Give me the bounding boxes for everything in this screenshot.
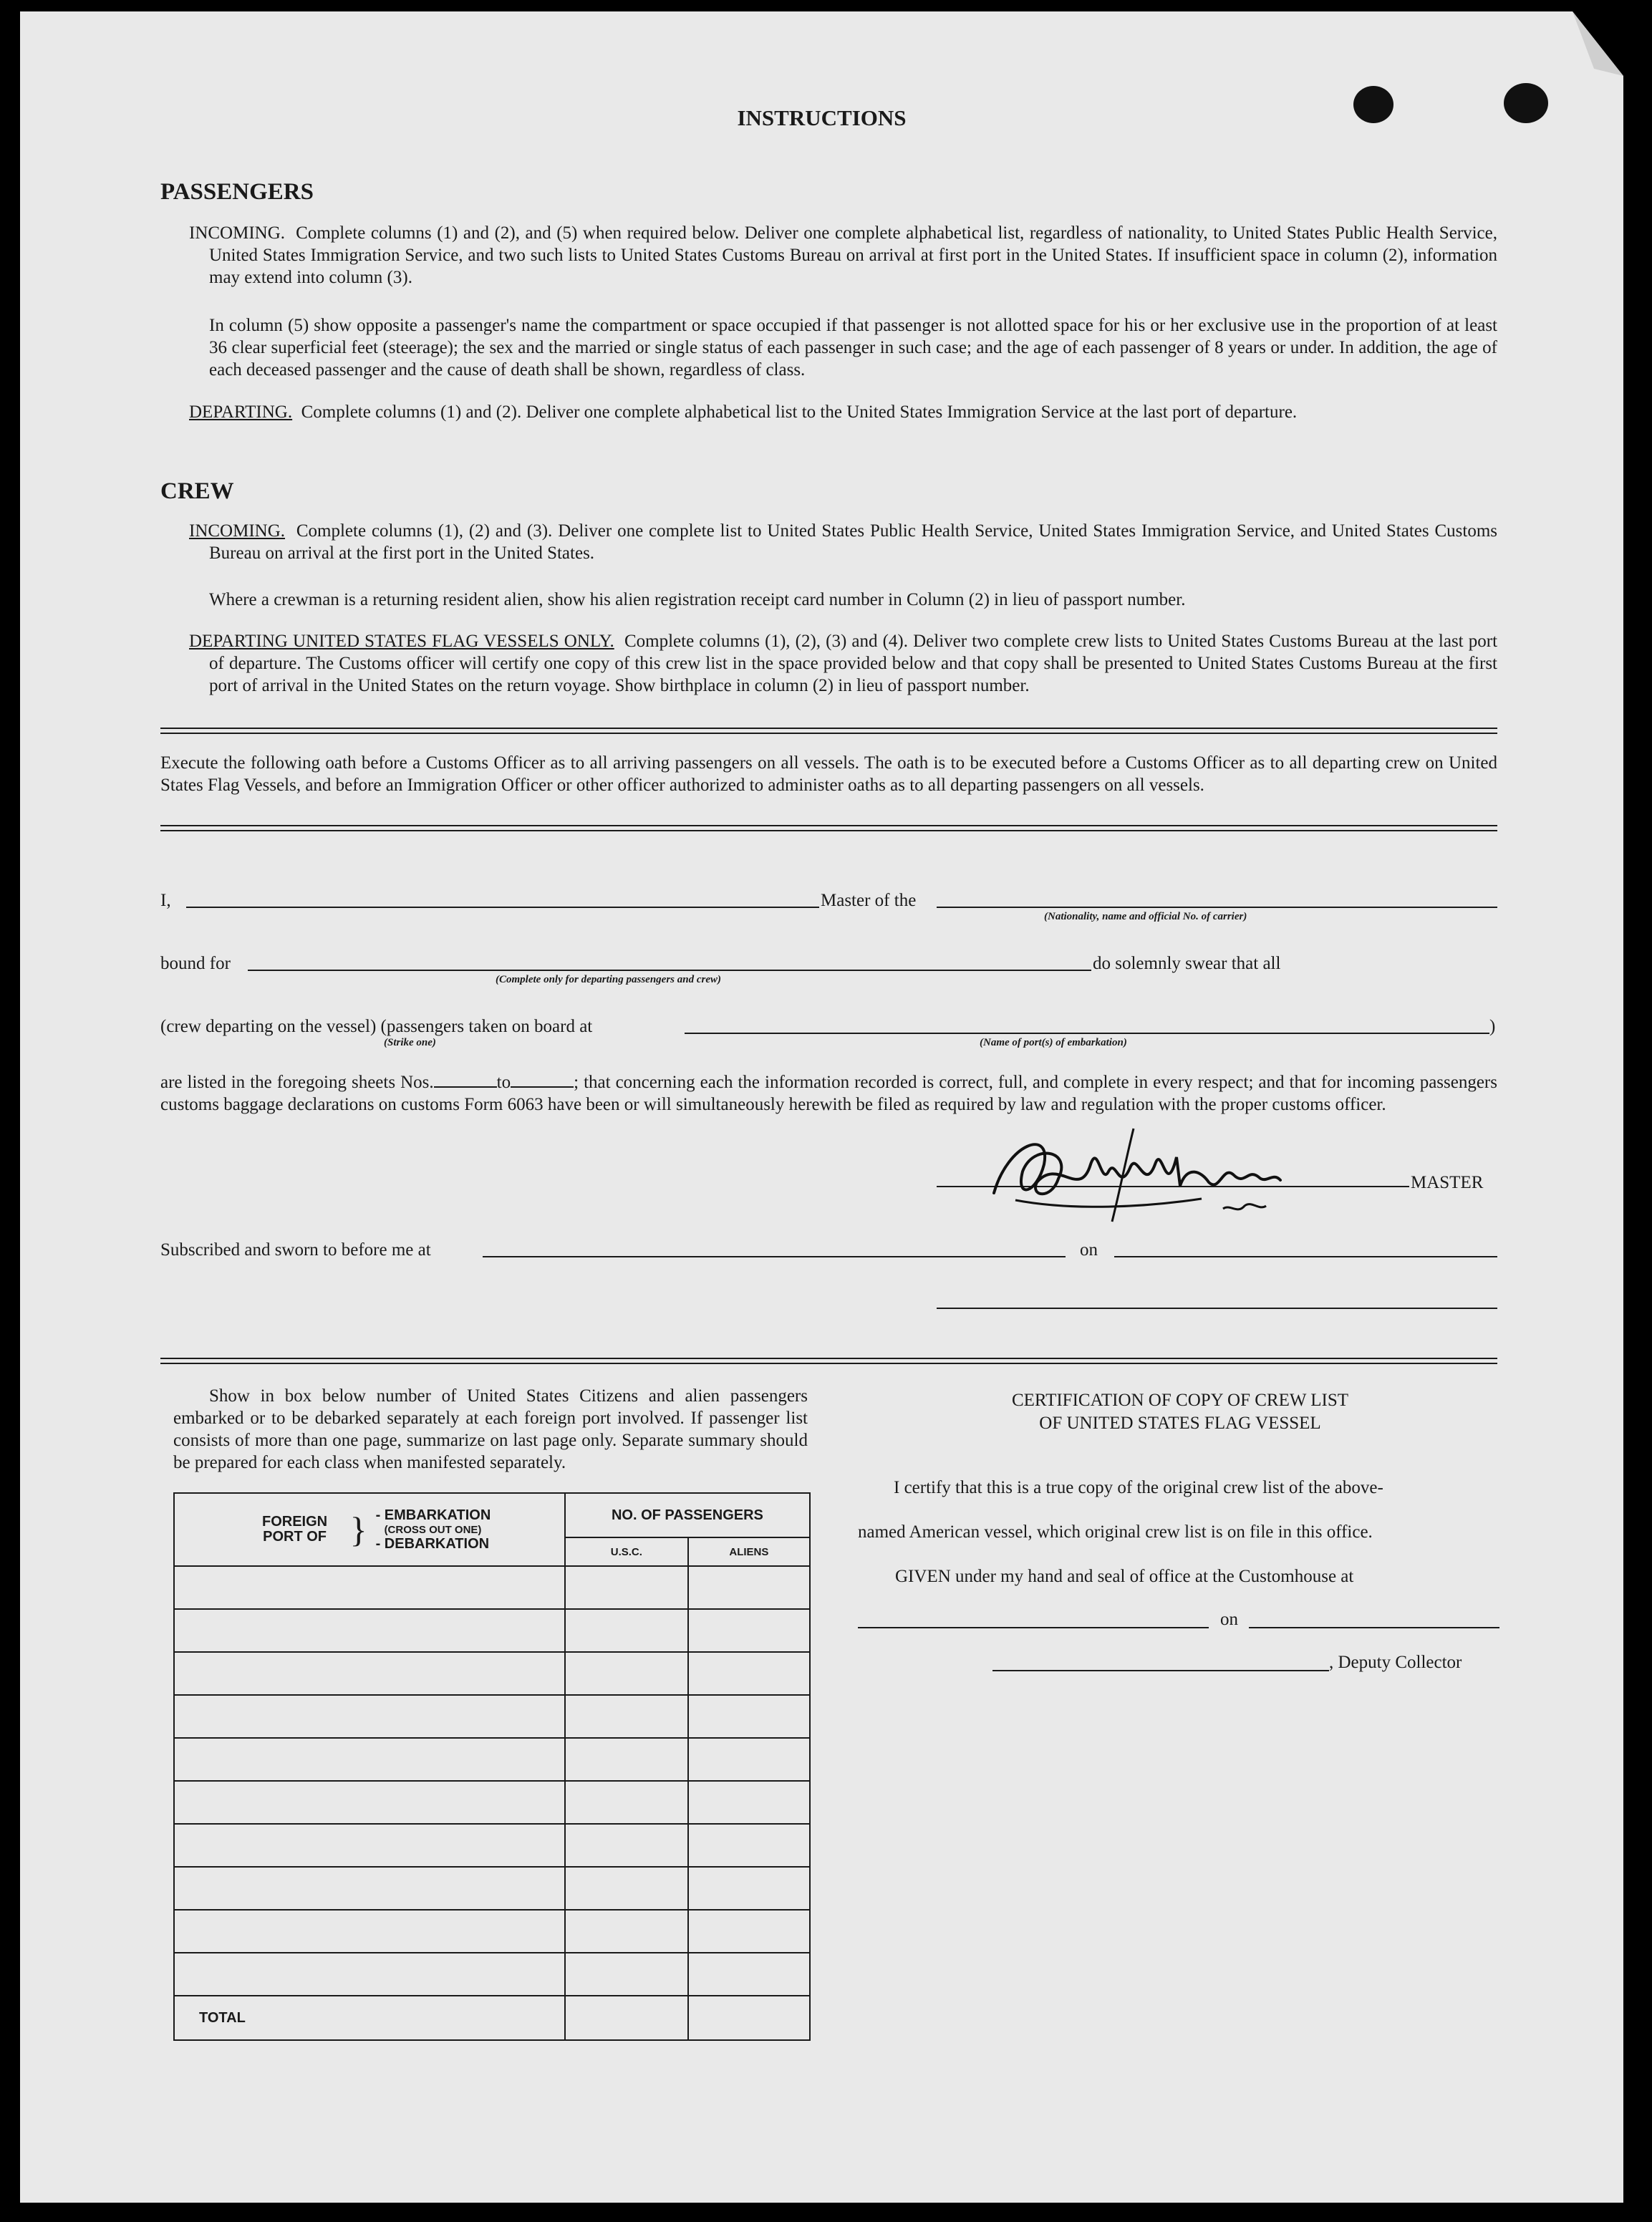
port-cell[interactable]	[174, 1867, 565, 1910]
port-cell[interactable]	[174, 1824, 565, 1867]
departing-caption: (Complete only for departing passengers and crew)	[496, 974, 721, 985]
divider-double-1	[160, 728, 1497, 734]
crew-incoming-paragraph	[189, 520, 1497, 564]
oath-bound-for: bound for	[160, 954, 231, 973]
page-title: INSTRUCTIONS	[737, 105, 907, 130]
certify-line-1: I certify that this is a true copy of the original crew list of the above-	[894, 1478, 1383, 1497]
usc-cell[interactable]	[565, 1566, 688, 1609]
oath-listed-b: ; that concerning each the information recorded is correct, full, and complete in every respect; and that for incoming passengers customs baggage declarations on customs Form 6063 have been or will simultaneously herewith be filed as required by law and regulation with the proper customs officer.	[160, 1073, 1497, 1114]
usc-cell[interactable]	[565, 1910, 688, 1953]
passengers-column5-paragraph: In column (5) show opposite a passenger's name the compartment or space occupied if that passenger is not allotted space for his or her exclusive use in the proportion of at least 36 clear superficial feet (steerage); the sex and the married or single status of each passenger in such case; and the age of each passenger of 8 years or under. In addition, the age of each deceased passenger and the cause of death shall be shown, regardless of class.	[209, 316, 1497, 380]
passengers-heading: PASSENGERS	[160, 179, 314, 205]
port-cell[interactable]	[174, 1695, 565, 1738]
oath-master-of: Master of the	[821, 891, 917, 910]
sworn-on-label: on	[1066, 1239, 1112, 1261]
folded-corner	[1573, 11, 1623, 76]
crew-departing-paragraph	[189, 630, 1497, 697]
foreign-port-label: FOREIGN PORT OF	[262, 1514, 328, 1545]
port-cell[interactable]	[174, 1652, 565, 1695]
port-cell[interactable]	[174, 1910, 565, 1953]
certification-heading-1: CERTIFICATION OF COPY OF CREW LIST	[1011, 1391, 1349, 1410]
customhouse-field[interactable]	[858, 1627, 1209, 1628]
total-aliens-cell[interactable]	[688, 1996, 810, 2040]
aliens-cell[interactable]	[688, 1953, 810, 1996]
usc-cell[interactable]	[565, 1867, 688, 1910]
aliens-cell[interactable]	[688, 1867, 810, 1910]
foreign-port-header	[174, 1493, 565, 1566]
aliens-cell[interactable]	[688, 1609, 810, 1652]
passengers-departing-label: DEPARTING.	[189, 402, 293, 422]
total-usc-cell[interactable]	[565, 1996, 688, 2040]
aliens-cell[interactable]	[688, 1910, 810, 1953]
embarkation-label: - EMBARKATION	[375, 1507, 491, 1523]
brace-symbol: }	[349, 1509, 367, 1550]
oath-i-label: I,	[160, 891, 171, 910]
embarkation-field[interactable]	[685, 1033, 1489, 1034]
carrier-field[interactable]	[937, 907, 1497, 908]
usc-cell[interactable]	[565, 1738, 688, 1781]
cert-date-field[interactable]	[1249, 1627, 1499, 1628]
oath-instructions: Execute the following oath before a Customs Officer as to all arriving passengers on all vessels. The oath is to be executed before a Customs Officer as to all departing crew on United States Flag Vessels, and before an Immigration Officer or other officer authorized to administer oaths as to all departing passengers on all vessels.	[160, 753, 1497, 795]
usc-cell[interactable]	[565, 1695, 688, 1738]
passengers-incoming-text: Complete columns (1) and (2), and (5) when required below. Deliver one complete alphabetical list, regardless of nationality, to United States Public Health Service, United States Immigration Service, and two such lists to United States Customs Bureau on arrival at first port in the United States. If insufficient space in column (2), information may extend into column (3).	[209, 223, 1497, 287]
usc-cell[interactable]	[565, 1781, 688, 1824]
passengers-incoming-paragraph	[189, 222, 1497, 289]
usc-cell[interactable]	[565, 1824, 688, 1867]
aliens-header: ALIENS	[688, 1537, 810, 1566]
summary-instructions: Show in box below number of United States Citizens and alien passengers embarked or to be debarked separately at each foreign port involved. If passenger list consists of more than one page, summarize on last page only. Separate summary should be prepared for each class when manifested separately.	[173, 1386, 808, 1472]
oath-listed-to: to	[496, 1073, 511, 1092]
aliens-cell[interactable]	[688, 1738, 810, 1781]
sworn-at-field[interactable]	[483, 1256, 1077, 1257]
aliens-cell[interactable]	[688, 1652, 810, 1695]
usc-cell[interactable]	[565, 1609, 688, 1652]
master-label: MASTER	[1411, 1173, 1484, 1192]
port-cell[interactable]	[174, 1566, 565, 1609]
sworn-on-field[interactable]	[1114, 1256, 1497, 1257]
passengers-departing-paragraph	[189, 401, 1497, 423]
crew-heading: CREW	[160, 478, 234, 504]
divider-double-3	[160, 1358, 1497, 1364]
oath-crew-departing: (crew departing on the vessel) (passengers taken on board at	[160, 1017, 593, 1036]
aliens-cell[interactable]	[688, 1781, 810, 1824]
oath-listed-paragraph	[160, 1071, 1497, 1116]
aliens-cell[interactable]	[688, 1824, 810, 1867]
port-cell[interactable]	[174, 1609, 565, 1652]
usc-cell[interactable]	[565, 1652, 688, 1695]
passenger-summary-table	[173, 1492, 811, 2041]
bound-for-field[interactable]	[248, 970, 1100, 971]
master-signature	[965, 1114, 1338, 1229]
subscribed-label: Subscribed and sworn to before me at	[160, 1240, 431, 1260]
master-name-field[interactable]	[186, 907, 835, 908]
officer-signature-field[interactable]	[937, 1308, 1497, 1309]
debarkation-label: - DEBARKATION	[375, 1535, 490, 1552]
port-cell[interactable]	[174, 1781, 565, 1824]
given-line: GIVEN under my hand and seal of office at the Customhouse at	[895, 1567, 1354, 1586]
cert-on-label: on	[1220, 1610, 1238, 1629]
port-cell[interactable]	[174, 1953, 565, 1996]
aliens-cell[interactable]	[688, 1566, 810, 1609]
oath-close-paren: )	[1489, 1017, 1496, 1036]
crew-resident-paragraph: Where a crewman is a returning resident alien, show his alien registration receipt card number in Column (2) in lieu of passport number.	[209, 590, 1186, 609]
sheets-to-field[interactable]	[511, 1072, 574, 1088]
carrier-caption: (Nationality, name and official No. of carrier)	[1044, 911, 1247, 922]
crew-incoming-label: INCOMING.	[189, 521, 286, 541]
deputy-collector-field[interactable]	[992, 1670, 1329, 1671]
crew-incoming-text: Complete columns (1), (2) and (3). Deliver one complete list to United States Public Health Service, United States Immigration Service, and United States Customs Bureau on arrival at the first port in the United States.	[209, 521, 1498, 563]
oath-listed-a: are listed in the foregoing sheets Nos.	[160, 1073, 434, 1092]
no-passengers-header: NO. OF PASSENGERS	[565, 1493, 810, 1537]
certification-heading-2: OF UNITED STATES FLAG VESSEL	[1039, 1414, 1321, 1433]
certify-line-2: named American vessel, which original crew list is on file in this office.	[858, 1522, 1373, 1542]
divider-double-2	[160, 825, 1497, 831]
cross-out-label: (CROSS OUT ONE)	[384, 1523, 482, 1536]
crew-departing-text: Complete columns (1), (2), (3) and (4). Deliver two complete crew lists to United States Customs Bureau at the last port of departure. The Customs officer will certify one copy of this crew list in the space provided below and that copy shall be presented to United States Customs Bureau at the first port of arrival in the United States on the return voyage. Show birthplace in column (2) in lieu of passport number.	[209, 632, 1498, 695]
usc-cell[interactable]	[565, 1953, 688, 1996]
aliens-cell[interactable]	[688, 1695, 810, 1738]
oath-swear: do solemnly swear that all	[1093, 954, 1281, 973]
passengers-departing-text: Complete columns (1) and (2). Deliver one complete alphabetical list to the United States Immigration Service at the last port of departure.	[301, 402, 1298, 422]
embarkation-caption: (Name of port(s) of embarkation)	[980, 1037, 1127, 1048]
crew-departing-label: DEPARTING UNITED STATES FLAG VESSELS ONLY.	[189, 632, 614, 651]
usc-header: U.S.C.	[565, 1537, 688, 1566]
form-page	[20, 11, 1623, 2203]
deputy-collector-label: , Deputy Collector	[1329, 1653, 1462, 1672]
port-cell[interactable]	[174, 1738, 565, 1781]
strike-one-caption: (Strike one)	[384, 1037, 436, 1048]
sheets-from-field[interactable]	[434, 1072, 497, 1088]
passengers-incoming-label: INCOMING.	[189, 223, 286, 243]
total-label: TOTAL	[174, 1996, 565, 2040]
